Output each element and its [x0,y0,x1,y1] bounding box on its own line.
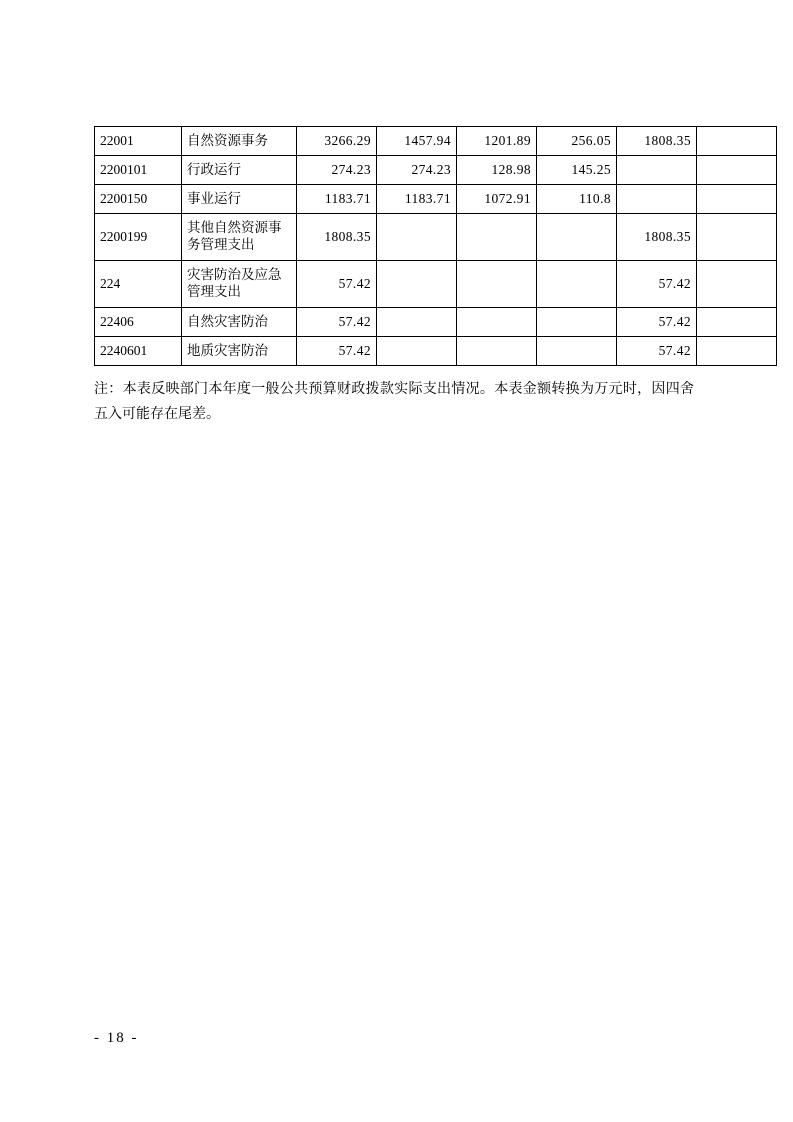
budget-expenditure-table [94,126,777,366]
table-row [95,127,777,156]
row-value-reserve [697,308,777,337]
row-code: 224 [95,261,182,308]
row-value-project: 1808.35 [617,127,697,156]
row-value-goods: 256.05 [537,127,617,156]
row-value-basic [377,337,457,366]
row-value-goods [537,214,617,261]
row-value-goods: 145.25 [537,156,617,185]
row-value-goods: 110.8 [537,185,617,214]
row-value-goods [537,337,617,366]
row-name: 事业运行 [182,185,297,214]
row-name: 自然资源事务 [182,127,297,156]
row-value-reserve [697,156,777,185]
row-value-salary [457,214,537,261]
row-value-total: 1808.35 [297,214,377,261]
table-row [95,156,777,185]
row-value-basic [377,261,457,308]
row-name: 行政运行 [182,156,297,185]
row-value-basic: 1183.71 [377,185,457,214]
row-name: 自然灾害防治 [182,308,297,337]
table-row [95,261,777,308]
row-value-goods [537,261,617,308]
row-value-total: 274.23 [297,156,377,185]
row-value-total: 57.42 [297,261,377,308]
row-code: 2200150 [95,185,182,214]
row-value-project: 1808.35 [617,214,697,261]
table-body [95,127,777,366]
row-code: 2200101 [95,156,182,185]
table-row [95,337,777,366]
row-value-project: 57.42 [617,308,697,337]
row-code: 2240601 [95,337,182,366]
row-value-salary [457,261,537,308]
table-row [95,185,777,214]
row-value-salary [457,308,537,337]
row-code: 2200199 [95,214,182,261]
row-value-basic [377,308,457,337]
row-code: 22406 [95,308,182,337]
row-value-total: 57.42 [297,337,377,366]
row-value-basic: 274.23 [377,156,457,185]
row-name: 其他自然资源事务管理支出 [182,214,297,261]
row-value-salary [457,337,537,366]
row-value-goods [537,308,617,337]
row-name: 灾害防治及应急管理支出 [182,261,297,308]
table-row [95,308,777,337]
row-value-reserve [697,127,777,156]
row-value-salary: 1072.91 [457,185,537,214]
row-value-total: 1183.71 [297,185,377,214]
table-row [95,214,777,261]
page-number: - 18 - [94,1030,139,1046]
row-code: 22001 [95,127,182,156]
row-value-salary: 128.98 [457,156,537,185]
row-value-reserve [697,214,777,261]
row-value-project: 57.42 [617,261,697,308]
row-value-salary: 1201.89 [457,127,537,156]
row-value-reserve [697,261,777,308]
row-value-project [617,156,697,185]
row-value-project: 57.42 [617,337,697,366]
row-value-project [617,185,697,214]
table-note: 注：本表反映部门本年度一般公共预算财政拨款实际支出情况。本表金额转换为万元时，因四舍五入可能存在尾差。 [94,382,694,422]
row-value-basic: 1457.94 [377,127,457,156]
row-value-total: 57.42 [297,308,377,337]
row-value-reserve [697,337,777,366]
row-value-total: 3266.29 [297,127,377,156]
row-value-basic [377,214,457,261]
row-name: 地质灾害防治 [182,337,297,366]
row-value-reserve [697,185,777,214]
